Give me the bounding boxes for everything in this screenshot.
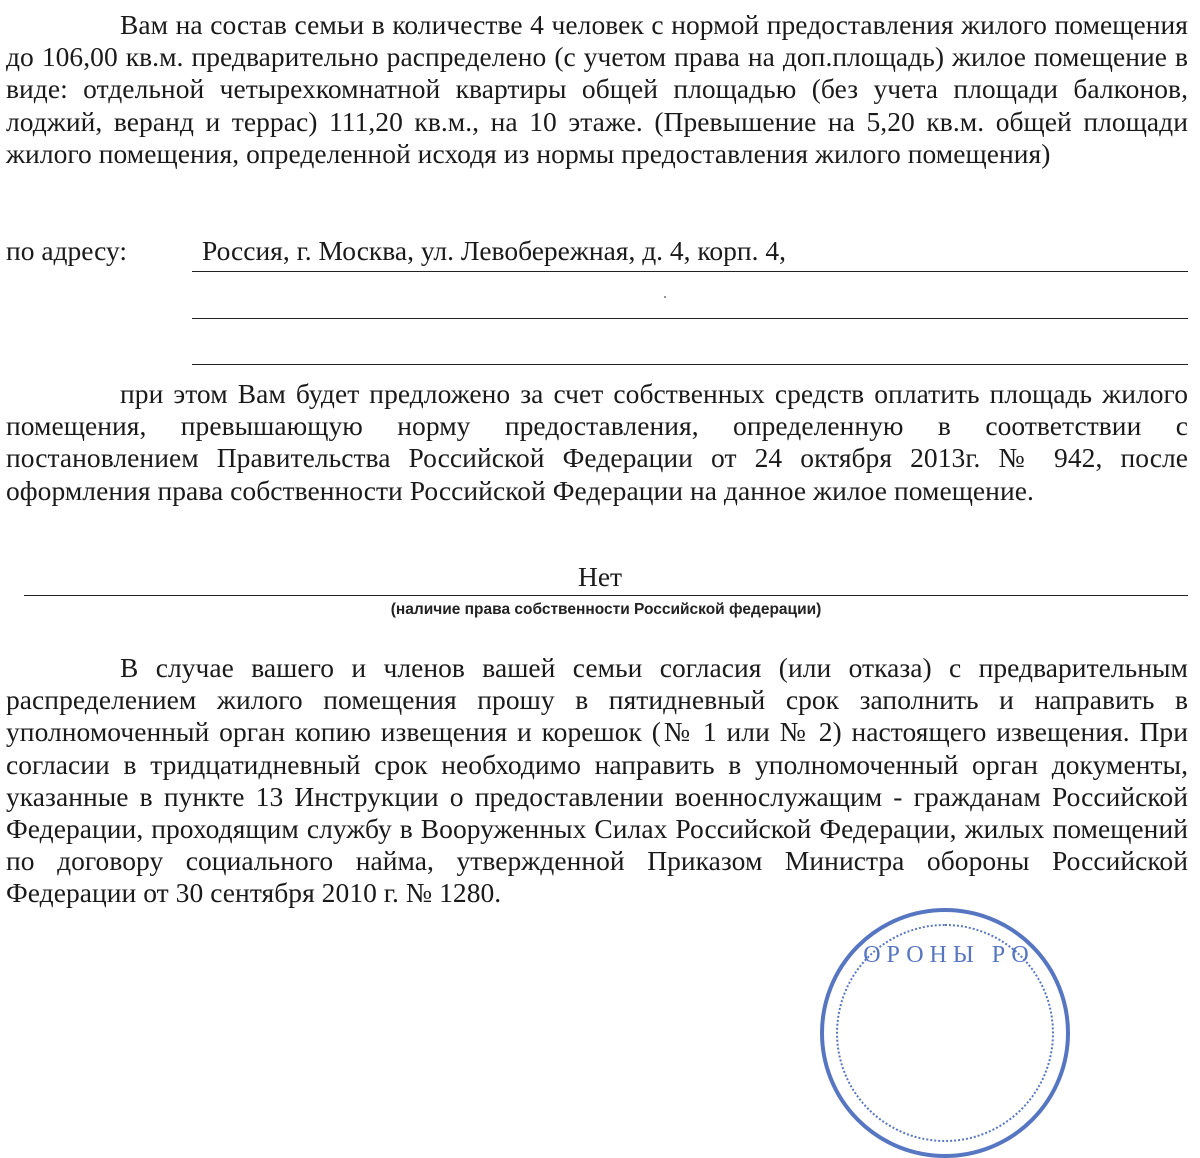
allocation-paragraph: Вам на состав семьи в количестве 4 человек с нормой предоставления жилого помещения до 106,00 кв.м. предварительно распределено (с учетом права на доп.площадь) жилое помещение в виде: отдельной четырехкомнатной квартиры общей площадью (без учета площади балконов, лоджий, веранд и террас) 111,20 кв.м., на 10 этаже. (Превышение на 5,20 кв.м. общей площади жилого помещения, определенной исходя из нормы предоставления жилого помещения) [6,9,1188,169]
address-label: по адресу: [6,235,128,266]
payment-paragraph: при этом Вам будет предложено за счет собственных средств оплатить площадь жилого помещения, превышающую норму предоставления, определенную в соответствии с постановлением Правительства Российской Федерации от 24 октября 2013г. № 942, после оформления права собственности Российской Федерации на данное жилое помещение. [6,378,1188,506]
official-stamp [820,908,1070,1158]
consent-paragraph: В случае вашего и членов вашей семьи согласия (или отказа) с предварительным распределением жилого помещения прошу в пятидневный срок заполнить и направить в уполномоченный орган копию извещения и корешок (№ 1 или № 2) настоящего извещения. При согласии в тридцатидневный срок необходимо направить в уполномоченный орган документы, указанные в пункте 13 Инструкции о предоставлении военнослужащим - гражданам Российской Федерации, проходящим службу в Вооруженных Силах Российской Федерации, жилых помещений по договору социального найма, утвержденной Приказом Министра обороны Российской Федерации от 30 сентября 2010 г. № 1280. [6,652,1188,909]
ownership-line [24,595,1188,596]
ownership-caption: (наличие права собственности Российской федерации) [390,601,822,618]
address-line-1 [192,271,1188,272]
scan-speck [664,296,666,298]
ownership-value: Нет [577,561,623,592]
address-value: Россия, г. Москва, ул. Левобережная, д. 4, корп. 4, [202,235,786,266]
address-line-2 [192,318,1188,319]
address-line-3 [192,364,1188,365]
stamp-text: ОРОНЫ РО [863,942,1035,968]
